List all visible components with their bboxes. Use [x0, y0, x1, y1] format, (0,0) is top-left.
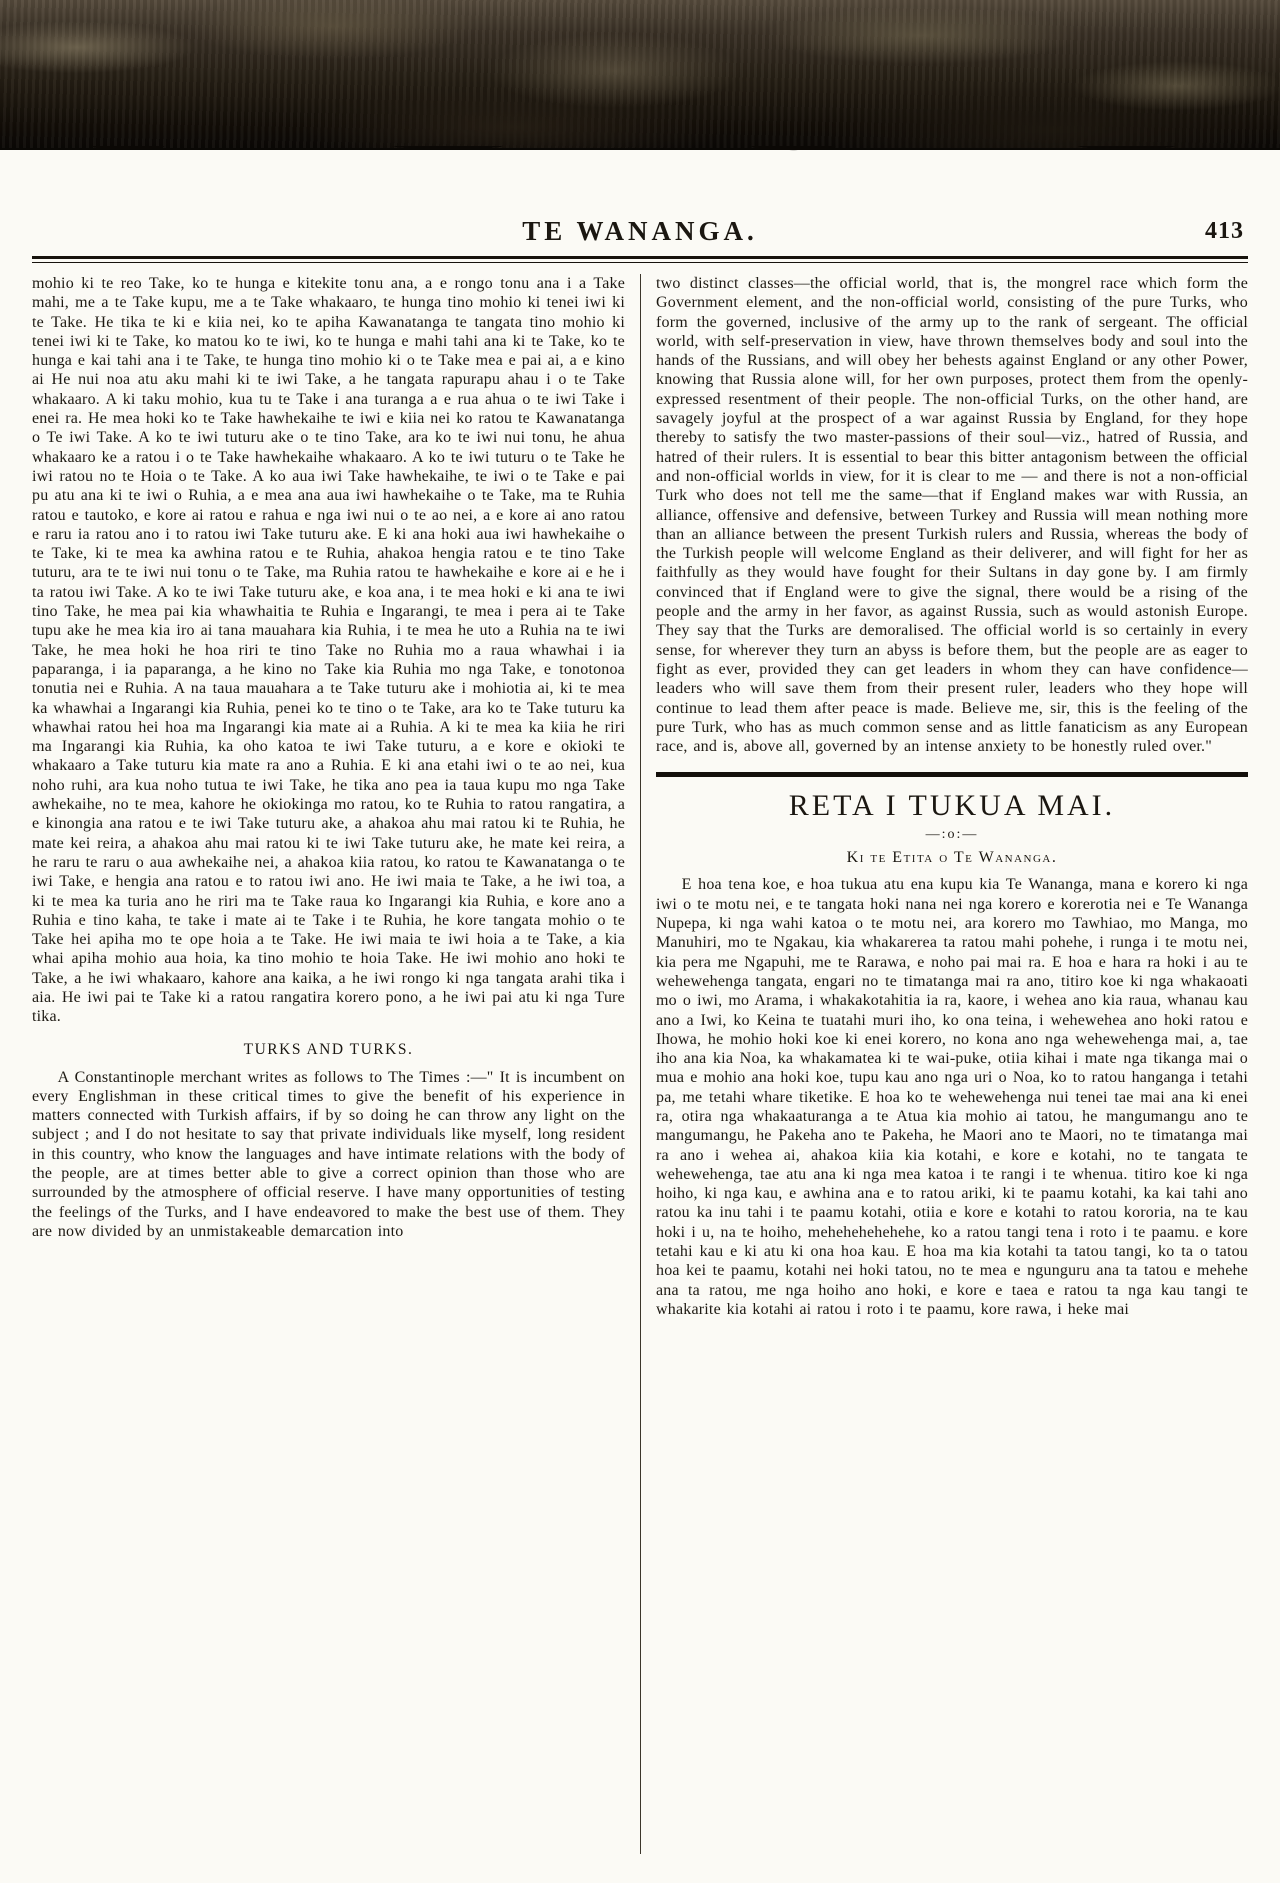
turks-article-text: A Constantinople merchant writes as follows to The Times :—" It is incumbent on every Englishman in these critical times to give the benefit of his experience in matters connected with Turkish affairs, if by so doing he can throw any light on the subject ; and I do not hesitate to say that private individuals like myself, long resident in this country, who know the languages and have intimate relations with the body of the people, are at times better able to give a correct opinion than those who are surrounded by the atmosphere of official reserve. I have many opportunities of testing the feelings of the Turks, and I have endeavored to make the best use of them. They are now divided by an unmistakeable demarcation into — [32, 1068, 625, 1240]
page-number: 413 — [1205, 218, 1244, 244]
header-photograph-band — [0, 0, 1280, 150]
section-subheading-ki-te-etita: Ki te Etita o Te Wananga. — [846, 849, 1058, 867]
text-columns — [32, 274, 1248, 1854]
left-column — [32, 274, 640, 1854]
page-title: TE WANANGA. — [522, 216, 758, 246]
masthead-rule — [32, 256, 1248, 263]
maori-article-text: mohio ki te reo Take, ko te hunga e kitekite tonu ana, a e rongo tonu ana i a Take mahi, me a te Take kupu, me a te Take whakaaro, te hunga tino mohio ki tenei iwi ki te Take. He tika te ki e kiia nei, ko te apiha Kawanatanga te tangata tino mohio ki tenei iwi ki te Take, ko matou ko te iwi, ko te hunga e mahi tahi ana ki te Take, ko te hunga e kai tahi ana i te Take, te hunga tino mohio ki o te Take mea e pai ai, a e kino ai He nui noa atu aku mahi ki te iwi Take, a he tangata rapurapu ahau i o te Take whakaaro. A ki taku mohio, kua tu te Take i ana turanga a e rua ahua o te iwi Take i enei ra. He mea hoki ko te Take hawhekaihe te iwi e kiia nei ko ratou te Kawanatanga o Te iwi Take. A ko te iwi tuturu ake o te tino Take, ara ko te iwi nui tonu, he ahua whakaaro ke a ratou i o te Take hawhekaihe whakaaro. A ko te iwi tuturu o te Take he iwi ratou no te Hoia o te Take. A ko aua iwi Take hawhekaihe, te iwi o te Take e pai pu atu ana ki te iwi o Ruhia, a e mea ana aua iwi hawhekaihe o te Take, ma te Ruhia ratou e tautoko, e kore ai ratou e rahua e nga iwi nui o te ao nei, a e kore ai ano ratou e raru ia ratou ano i to ratou iwi Take tuturu ake. E ki ana hoki aua iwi hawhekaihe o te Take, ki te mea ka awhina ratou e te Ruhia, ahakoa hengia ratou e te tino Take tuturu, ara te te iwi nui tonu o te Take, ma Ruhia ratou te hawhekaihe e kore ai e he i ta ratou iwi Take. A ko te iwi Take tuturu ake, e koa ana, i te mea hoki e ki ana te iwi tino Take, he mea pai kia whawhaitia te Ruhia e Ingarangi, te mea i pera ai te Take tupu ake he mea kia iro ai tana mauahara kia Ruhia, i te mea he uto a Ruhia na te iwi Take, he mea hoki he hoa riri te tino Take no Ruhia mo a raua whawhai i ia paparanga, i ia paparanga, a he kino no Take kia Ruhia mo nga Take, e tonotonoa tonutia nei e Ruhia. A na taua mauahara a te Take tuturu ake i mohiotia ai, ki te mea ka whawhai a Ingarangi kia Ruhia, penei ko te tino o te Take, ara ko te Take tuturu ka whawhai ratou hei hoa ma Ingarangi kia mate ai a Ruhia. A ki te mea ka kiia he riri ma Ingarangi kia Ruhia, ka oho katoa te iwi Take tuturu, a e kore e okioki te whakaaro a Take tuturu kia mate ra ano a Ruhia. E ki ana etahi iwi o te ao nei, kua noho ruhi, ara kua noho tutua te iwi Take, he tika ano pea ia taua kupu mo nga Take awhekaihe, no te mea, kahore he okiokinga mo ratou, ko te Ruhia to ratou rangatira, a e kinongia ana ratou e te iwi Take tuturu ake, a ahakoa ahu mai ratou ki te Ruhia, he mate kei reira, a ahakoa ahu mai ratou ki te iwi Take tuturu ake, he mate kei reira, a he raru te raru o aua awhekaihe nei, a ahakoa kiia ratou, ko ratou te Kawanatanga o te iwi Take, e hengia ana ratou e to ratou iwi ano. He iwi maia te Take, a he iwi toa, a ki te mea ka turia ano he riri ma te Take raua ko Ingarangi kia Ruhia, e kore ano a Ruhia e tino kaha, te take i mate ai te Take i te Ruhia, he kore tangata mohio o te Take hei apiha mo te ope hoia a te Take. He iwi maia te iwi hoia a te Take, a kia whai apiha mohio aua hoia, ka tino mohio te hoia Take. He iwi mohio ano hoki te Take, a he iwi whakaaro, kahore ana kaika, a he iwi rongo ki nga tangata arahi tika i aia. He iwi pai te Take ki a ratou rangatira korero pono, a he iwi pai atu ki nga Ture tika. — [32, 275, 625, 1026]
section-divider-bar — [656, 772, 1248, 777]
english-article-text: two distinct classes—the official world, that is, the mongrel race which form the Government element, and the non-official world, consisting of the pure Turks, who form the governed, inclusive of the army up to the rank of sergeant. The official world, with self-preservation in view, have thrown themselves body and soul into the hands of the Russians, and will obey her behests against England or any other Power, knowing that Russia alone will, for her own purposes, protect them from the openly-expressed resentment of their people. The non-official Turks, on the other hand, are savagely joyful at the prospect of a war against Russia by England, for they hope thereby to satisfy the two master-passions of their soul—viz., hatred of Russia, and hatred of their rulers. It is essential to bear this bitter antagonism between the official and non-official worlds in view, for it is clear to me — and there is not a non-official Turk who does not tell me the same—that if England makes war with Russia, an alliance, offensive and defensive, between Turkey and Russia will mean nothing more than an alliance between the present Turkish rulers and Russia, whereas the body of the Turkish people will welcome England as their deliverer, and will fight for her as faithfully as they would have fought for their Sultans in day gone by. I am firmly convinced that if England were to give the signal, there would be a rising of the people and the army in her favor, as against Russia, such as would astonish Europe. They say that the Turks are demoralised. The official world is so certainly in every sense, for wherever they turn an abyss is before them, but the people are as eager to fight as ever, provided they can get leaders in whom they can have confidence—leaders who will save them from their present ruler, leaders who they hope will continue to lead them after peace is made. Believe me, sir, this is the feeling of the pure Turk, who has as much common sense and as little fanaticism as any European race, and is, above all, governed by an intense anxiety to be honestly ruled over." — [656, 275, 1248, 756]
right-column — [640, 274, 1248, 1854]
section-heading-reta-i-tukua-mai: RETA I TUKUA MAI. — [788, 789, 1116, 823]
section-heading-turks-and-turks: TURKS AND TURKS. — [243, 1040, 414, 1058]
reta-article-text: E hoa tena koe, e hoa tukua atu ena kupu kia Te Wananga, mana e korero ki nga iwi o te motu nei, e te tangata hoki nana nei nga korero e korerotia nei e Te Wananga Nupepa, ki nga wahi katoa o te motu nei, ara korero mo Tawhiao, mo Manga, mo Manuhiri, mo te Ngakau, kia whakarerea ta ratou mahi pohehe, i runga i te motu nei, kia pera me Ngapuhi, me te Rarawa, e noho pai mai ra. E hoa e hara ra hoki i au te wehewehenga tangata, engari no te timatanga mai ra ano, titiro koe ki nga whakaoati mo o iwi, mo Arama, i whakakotahitia ia ra, kaore, i wehea ano kia raua, whanau kau ano a Iwi, ko Keina te tuatahi muri iho, ko ona teina, i wehewehea ano hoki ratou e Ihowa, he mohio hoki koe ki enei korero, no kona ano nga wehewehenga mai, a, tae iho ana kia Noa, ka whakamatea ki te wai-puke, otiia kihai i mate nga tikanga mai o mua e mohio ana hoki koe, tupu kau ano nga uri o Noa, ko to ratou hanganga i tetahi pa, me tetahi whare tiketike. E hoa ko te wehewehenga nui tenei tae mai ana ki enei ra, otira nga whakaaturanga a te Atua kia mohio ai tatou, he mangumangu ano te mangumangu, he Pakeha ano te Pakeha, he Maori ano te Maori, no te timatanga mai ra ano i wehea ai, ahakoa kiia kia kotahi, e kore e kotahi, no te tangata te wehewehenga, tae atu ana ki nga mea katoa i te rangi i te whenua. titiro koe ki nga hoiho, ki nga kau, e awhina ana e to ratou ariki, ki te paamu kotahi, ka kai tahi ano ratou ka inu tahi i te paamu kotahi, otiia e kore e kotahi to ratou kororia, na te kau hoki i u, na te hoiho, mehehehehehehe, ko a ratou tangi tena i roto i te paamu. e kore tetahi kau e ki atu ki ona hoa kau. E hoa ma kia kotahi ta tatou tangi, ko ta o tatou hoa kei te paamu, kotahi nei hoki tatou, no te mea e ngunguru ana ta tatou e mehehe ana ta ratou, me nga hoiho ano hoki, e kore e taea e ratou ta nga kau tangi te whakarite kia kotahi ai ratou i roto i te paamu, kore rawa, i heke mai — [656, 876, 1248, 1318]
masthead — [32, 216, 1248, 252]
section-ornament: —:o:— — [925, 827, 979, 843]
